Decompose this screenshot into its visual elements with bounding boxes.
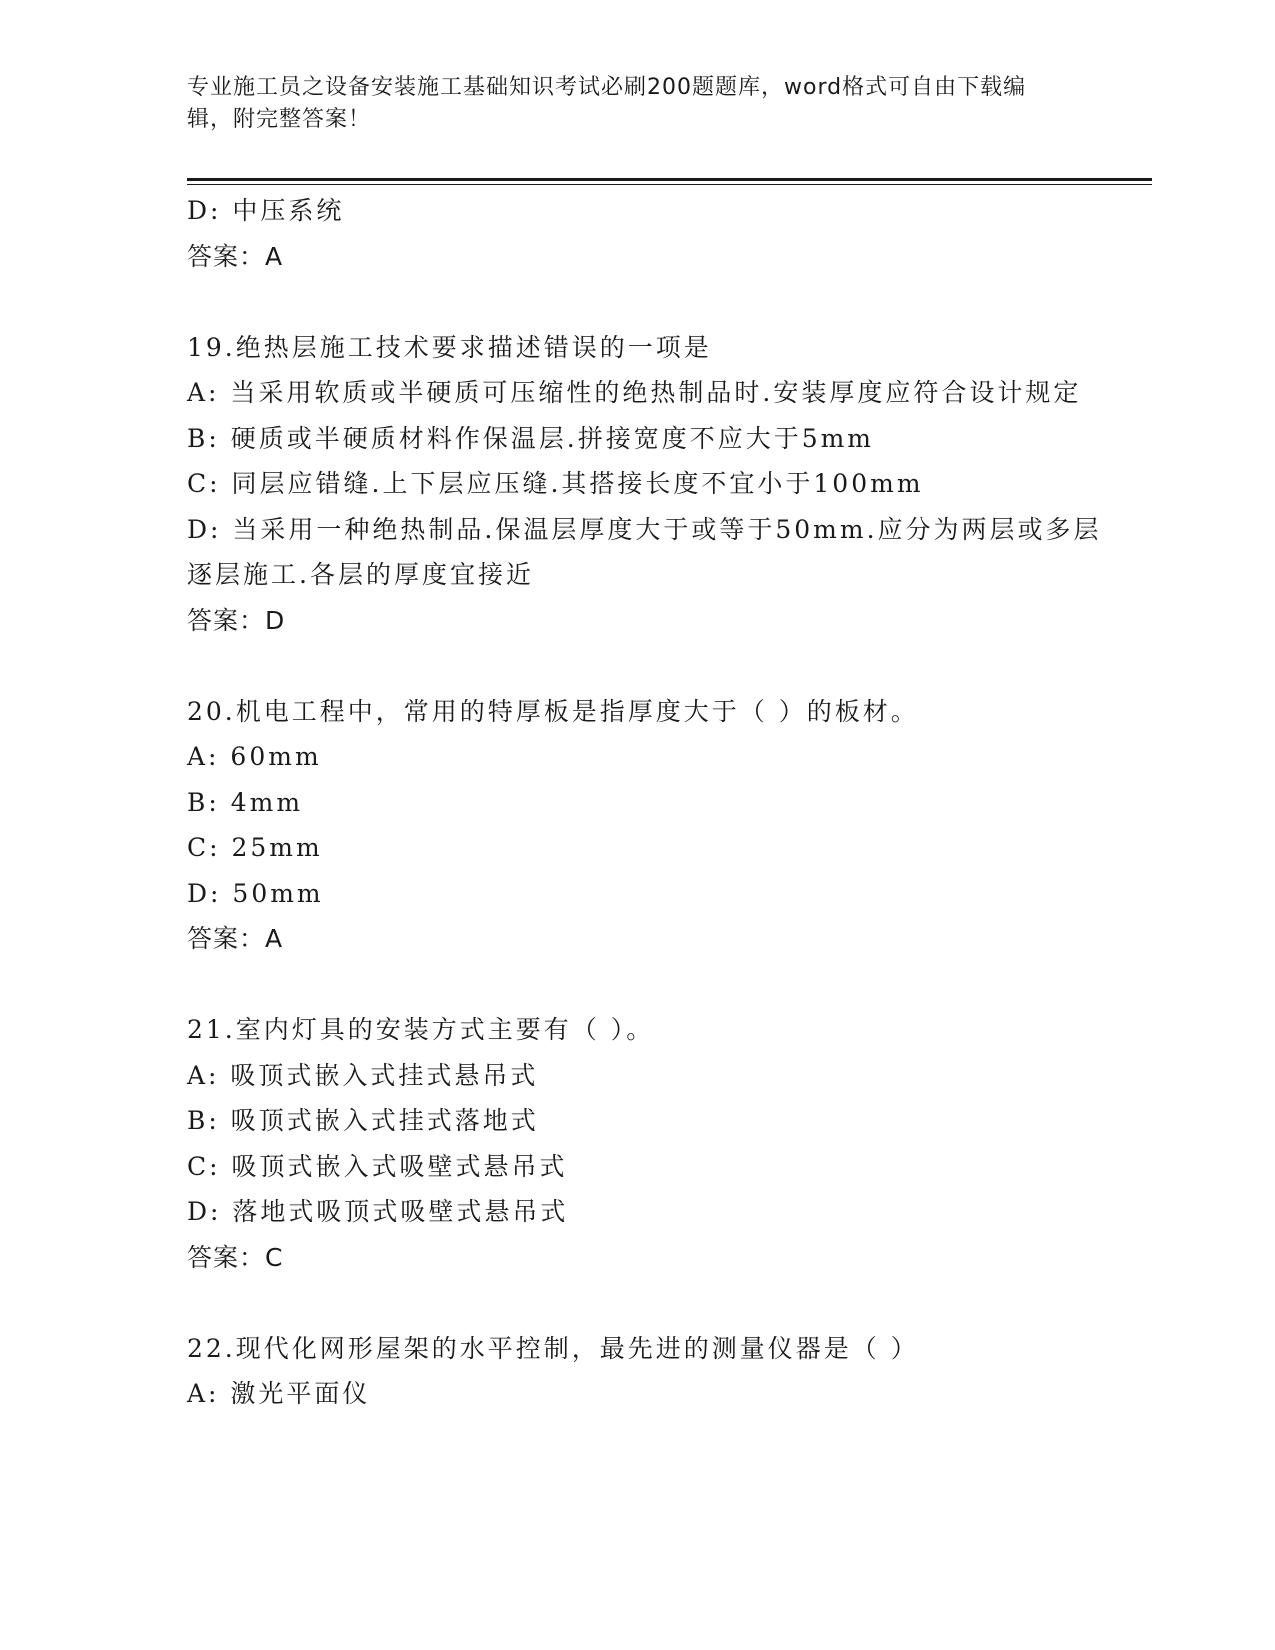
previous-question-tail (187, 188, 1117, 279)
question-stem: 19.绝热层施工技术要求描述错误的一项是 (187, 332, 712, 362)
option-a: A: 吸顶式嵌入式挂式悬吊式 (187, 1060, 539, 1090)
answer-line: 答案：D (187, 605, 286, 635)
question-21 (187, 1007, 1117, 1280)
spacer (187, 279, 1117, 325)
spacer (187, 1280, 1117, 1326)
option-a: A: 60mm (187, 742, 322, 771)
option-d: D: 50mm (187, 878, 324, 908)
option-d: D: 当采用一种绝热制品.保温层厚度大于或等于50mm.应分为两层或多层逐层施工.各层的厚度宜接近 (187, 514, 1102, 589)
question-stem: 21.室内灯具的安装方式主要有（ ）。 (187, 1015, 655, 1044)
question-19 (187, 325, 1117, 644)
option-d: D: 落地式吸顶式吸壁式悬吊式 (187, 1197, 569, 1226)
header-divider-thin (187, 184, 1152, 185)
question-stem: 20.机电工程中，常用的特厚板是指厚度大于（ ）的板材。 (187, 696, 919, 726)
header-divider-thick (187, 178, 1152, 181)
option-c: C: 25mm (187, 833, 323, 862)
option-c: C: 同层应错缝.上下层应压缝.其搭接长度不宜小于100mm (187, 469, 924, 498)
question-stem: 22.现代化网形屋架的水平控制，最先进的测量仪器是（ ） (187, 1333, 919, 1363)
option-d: D: 中压系统 (187, 196, 345, 225)
question-20 (187, 689, 1117, 962)
spacer (187, 962, 1117, 1008)
answer-line: 答案：A (187, 924, 284, 953)
spacer (187, 643, 1117, 689)
document-header: 专业施工员之设备安装施工基础知识考试必刷200题题库，word格式可自由下载编辑，附完整答案！ (187, 75, 1027, 132)
option-c: C: 吸顶式嵌入式吸壁式悬吊式 (187, 1151, 568, 1181)
answer-line: 答案：C (187, 1242, 284, 1272)
option-a: A: 激光平面仪 (187, 1379, 371, 1408)
option-b: B: 硬质或半硬质材料作保温层.拼接宽度不应大于5mm (187, 423, 875, 453)
option-a: A: 当采用软质或半硬质可压缩性的绝热制品时.安装厚度应符合设计规定 (187, 378, 1082, 407)
option-b: B: 吸顶式嵌入式挂式落地式 (187, 1106, 539, 1135)
option-b: B: 4mm (187, 787, 304, 817)
question-22 (187, 1326, 1117, 1417)
answer-line: 答案：A (187, 241, 284, 271)
question-content (187, 188, 1117, 1417)
